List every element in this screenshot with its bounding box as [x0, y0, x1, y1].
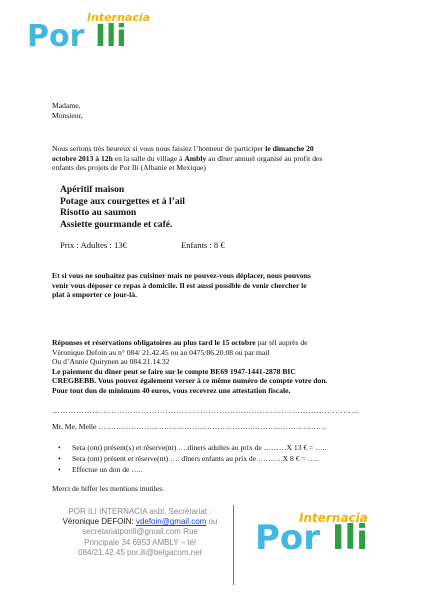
intro-paragraph: Nous serions très heureux si vous nous faisiez l’honneur de participer le dimanche 20 octobre 2013 à 12h en la salle du village à Ambly au dîner annuel organisé au profit des enfants des projets de Por Ili (Albanie et Mexique)	[52, 144, 323, 173]
menu-item: Assiette gourmande et café.	[60, 218, 173, 230]
menu-item: Potage aux courgettes et à l’ail	[60, 195, 185, 207]
email-link[interactable]: vdefoin@gmail.com	[135, 517, 207, 527]
bullet-icon: •	[58, 443, 61, 452]
menu-list	[60, 184, 185, 230]
form-option-donation[interactable]: • Effectue un don de …..	[58, 465, 143, 474]
footer-divider	[233, 505, 234, 585]
reservation-paragraph: Réponses et réservations obligatoires au plus tard le 15 octobre par tél auprès de Véronique Defoin au n° 084/ 21.42.45 ou au 0475/86.20.08 ou par mail Ou d’Annie Quirynen au 084.21.14.32 Le paiement du dîner peut se faire sur le compte BE69 1947-1441-2878 BIC CREGBEBB. Vous pouvez également verser à ce même numéro de compte votre don. Pour tout don de minimum 40 euros, vous recevrez une attestation fiscale.	[52, 338, 328, 395]
form-option-adults[interactable]: • Sera (ont) présent(s) et réserve(nt) ….diners adultes au prix de ………X 13 € = …..	[58, 443, 327, 452]
bullet-icon: •	[58, 454, 61, 463]
form-options-list	[52, 442, 402, 475]
price-adults: Prix : Adultes : 13€	[60, 240, 127, 250]
form-option-children[interactable]: • Sera (ont) présent et réserve(nt) …. dîners enfants au prix de ……….X 8 € = …..	[58, 454, 320, 463]
logo-subtitle: Internacia	[299, 511, 368, 525]
bullet-icon: •	[58, 465, 61, 474]
menu-item: Apéritif maison	[60, 184, 125, 195]
home-delivery-paragraph: Et si vous ne souhaitez pas cuisiner mais ne pouvez-vous déplacer, nous pouvons venir vous déposer ce repas à domicile. Il est aussi possible de venir chercher le plat à emporter ce jour-là.	[52, 271, 311, 300]
strike-note: Merci de biffer les mentions inutiles.	[52, 484, 165, 493]
logo-title: Por Ili	[27, 19, 127, 54]
menu-item: Risotto au saumon	[60, 207, 137, 219]
salutation: Madame, Monsieur,	[52, 101, 83, 120]
price-children: Enfants : 8 €	[181, 240, 225, 250]
separator-line: ……………………………………………………………………………………………………	[52, 406, 360, 415]
footer-contact: POR ILI INTERNACIA asbl, Secrétariat : Véronique DEFOIN: vdefoin@gmail.com ou secretariatporili@gmail.com Rue Principale 34 6953 AMBLY – tél 084/21.42.45 por.ili@belgacom.net	[62, 507, 218, 557]
name-line: Mr, Me, Melle ………………………………………………………………………………	[52, 422, 327, 431]
logo-subtitle: Internacia	[87, 11, 151, 24]
header-logo	[27, 12, 157, 56]
logo-title: Por Ili	[255, 518, 368, 558]
footer-logo	[255, 512, 385, 560]
